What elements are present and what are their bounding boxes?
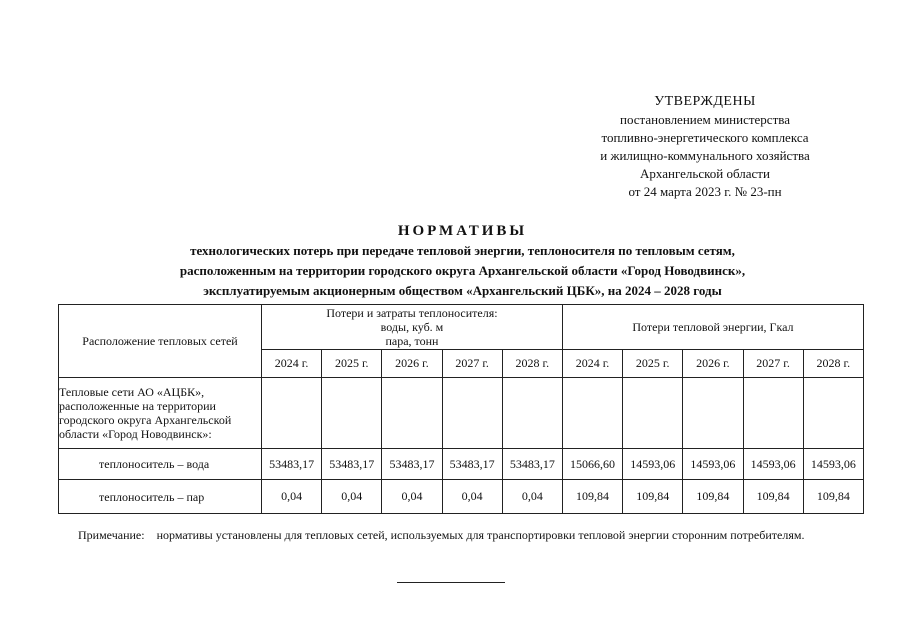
empty-cell (502, 378, 562, 449)
table-row (59, 480, 864, 514)
approval-line: Архангельской области (640, 166, 770, 181)
year-header: 2025 г. (623, 349, 683, 377)
title-line: расположенным на территории городского округа Архангельской области «Город Новодвинск», (179, 263, 746, 278)
row-label: теплоноситель – вода (59, 449, 262, 480)
empty-cell (743, 378, 803, 449)
empty-cell (623, 378, 683, 449)
carrier-header-line: воды, куб. м (380, 319, 444, 334)
norms-table (58, 304, 864, 514)
note-text: нормативы установлены для тепловых сетей, используемых для транспортировки тепловой энергии сторонним потребителям. (156, 528, 805, 542)
value-cell: 14593,06 (803, 449, 863, 480)
value-cell: 14593,06 (683, 449, 743, 480)
year-header: 2025 г. (322, 349, 382, 377)
separator-line (397, 582, 505, 583)
row-label: теплоноситель – пар (59, 480, 262, 514)
value-cell: 109,84 (562, 480, 622, 514)
approval-line: постановлением министерства (619, 112, 790, 127)
value-cell: 0,04 (262, 480, 322, 514)
document-title (60, 222, 865, 300)
value-cell: 0,04 (442, 480, 502, 514)
value-cell: 0,04 (382, 480, 442, 514)
value-cell: 109,84 (683, 480, 743, 514)
year-header: 2026 г. (683, 349, 743, 377)
empty-cell (562, 378, 622, 449)
value-cell: 15066,60 (562, 449, 622, 480)
value-cell: 53483,17 (442, 449, 502, 480)
empty-cell (382, 378, 442, 449)
value-cell: 53483,17 (502, 449, 562, 480)
approval-block (560, 93, 850, 201)
approval-line: и жилищно-коммунального хозяйства (600, 148, 810, 163)
note-label: Примечание: (78, 528, 145, 542)
empty-cell (803, 378, 863, 449)
empty-cell (442, 378, 502, 449)
year-header: 2024 г. (562, 349, 622, 377)
heat-losses-header: Потери тепловой энергии, Гкал (562, 305, 863, 350)
network-name-cell: Тепловые сети АО «АЦБК», расположенные на территории городского округа Архангельской области «Город Новодвинск»: (59, 378, 262, 449)
value-cell: 0,04 (502, 480, 562, 514)
value-cell: 53483,17 (262, 449, 322, 480)
location-header: Расположение тепловых сетей (59, 305, 262, 378)
value-cell: 109,84 (803, 480, 863, 514)
value-cell: 14593,06 (623, 449, 683, 480)
carrier-header-line: пара, тонн (385, 333, 439, 348)
year-header: 2028 г. (502, 349, 562, 377)
approval-heading: УТВЕРЖДЕНЫ (654, 94, 756, 109)
value-cell: 53483,17 (322, 449, 382, 480)
carrier-losses-header (262, 305, 563, 350)
approval-line: топливно-энергетического комплекса (601, 130, 809, 145)
year-header: 2024 г. (262, 349, 322, 377)
carrier-header-line: Потери и затраты теплоносителя: (326, 305, 498, 320)
empty-cell (262, 378, 322, 449)
approval-date: от 24 марта 2023 г. № 23-пн (628, 184, 782, 199)
year-header: 2027 г. (743, 349, 803, 377)
year-header: 2026 г. (382, 349, 442, 377)
title-main: НОРМАТИВЫ (397, 223, 528, 239)
value-cell: 109,84 (743, 480, 803, 514)
empty-cell (683, 378, 743, 449)
title-line: технологических потерь при передаче тепловой энергии, теплоносителя по тепловым сетям, (190, 243, 735, 258)
value-cell: 14593,06 (743, 449, 803, 480)
value-cell: 109,84 (623, 480, 683, 514)
footnote (78, 528, 846, 543)
year-header: 2028 г. (803, 349, 863, 377)
title-line: эксплуатируемым акционерным обществом «Архангельский ЦБК», на 2024 – 2028 годы (203, 283, 722, 298)
value-cell: 0,04 (322, 480, 382, 514)
table-row (59, 449, 864, 480)
empty-cell (322, 378, 382, 449)
table-row (59, 378, 864, 449)
value-cell: 53483,17 (382, 449, 442, 480)
year-header: 2027 г. (442, 349, 502, 377)
